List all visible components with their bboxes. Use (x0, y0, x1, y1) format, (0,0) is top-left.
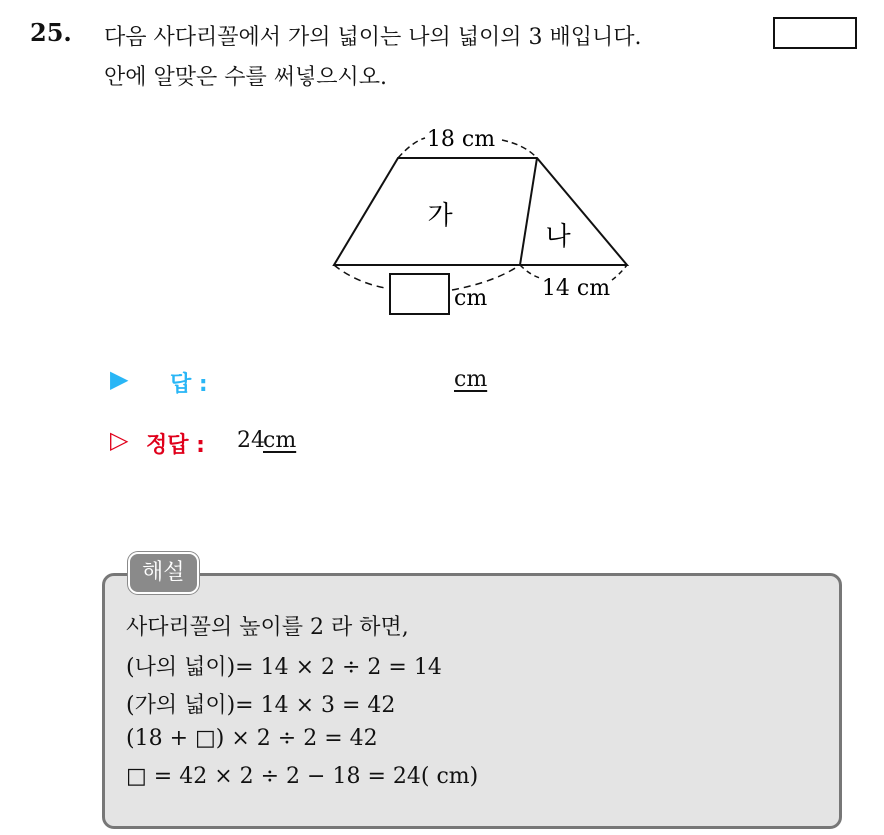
answer-marker-icon: ▶ (110, 365, 129, 393)
question-text-line2: 안에 알맞은 수를 써넣으시오. (104, 65, 387, 90)
bottom-brace-left (334, 265, 385, 288)
divider-line (520, 158, 537, 265)
top-length-label: 18 cm (426, 127, 496, 152)
answer-blank-box (773, 17, 857, 49)
solution-line-1: 사다리꼴의 높이를 2 라 하면, (126, 615, 409, 640)
correct-marker-icon: ▷ (110, 426, 129, 454)
bottom-unit-label: cm (454, 286, 488, 311)
answer-label: 답 : (170, 372, 208, 397)
region-b-label: 나 (545, 222, 571, 252)
bottom-brace-right-a (520, 265, 540, 278)
solution-line-2: (나의 넓이)= 14 × 2 ÷ 2 = 14 (126, 655, 442, 680)
solution-line-4: (18 + □) × 2 ÷ 2 = 42 (126, 726, 378, 751)
trapezoid-outline (334, 158, 627, 265)
correct-value: 24 (237, 428, 265, 453)
region-a-label: 가 (427, 201, 453, 231)
diagram-blank-box (390, 274, 449, 314)
answer-unit: cm (454, 367, 488, 392)
trapezoid-diagram (320, 118, 640, 323)
solution-line-3: (가의 넓이)= 14 × 3 = 42 (126, 693, 396, 718)
top-brace-left (398, 138, 425, 158)
correct-label: 정답 : (146, 433, 205, 458)
question-text-line1: 다음 사다리꼴에서 가의 넓이는 나의 넓이의 3 배입니다. (104, 25, 642, 50)
question-number: 25. (30, 18, 72, 47)
solution-tab: 해설 (128, 552, 199, 594)
top-brace-right (502, 140, 537, 158)
bottom-right-length-label: 14 cm (541, 276, 611, 301)
solution-line-5: □ = 42 × 2 ÷ 2 − 18 = 24( cm) (126, 764, 479, 789)
correct-unit: cm (263, 428, 297, 453)
bottom-brace-right-b (612, 265, 627, 280)
